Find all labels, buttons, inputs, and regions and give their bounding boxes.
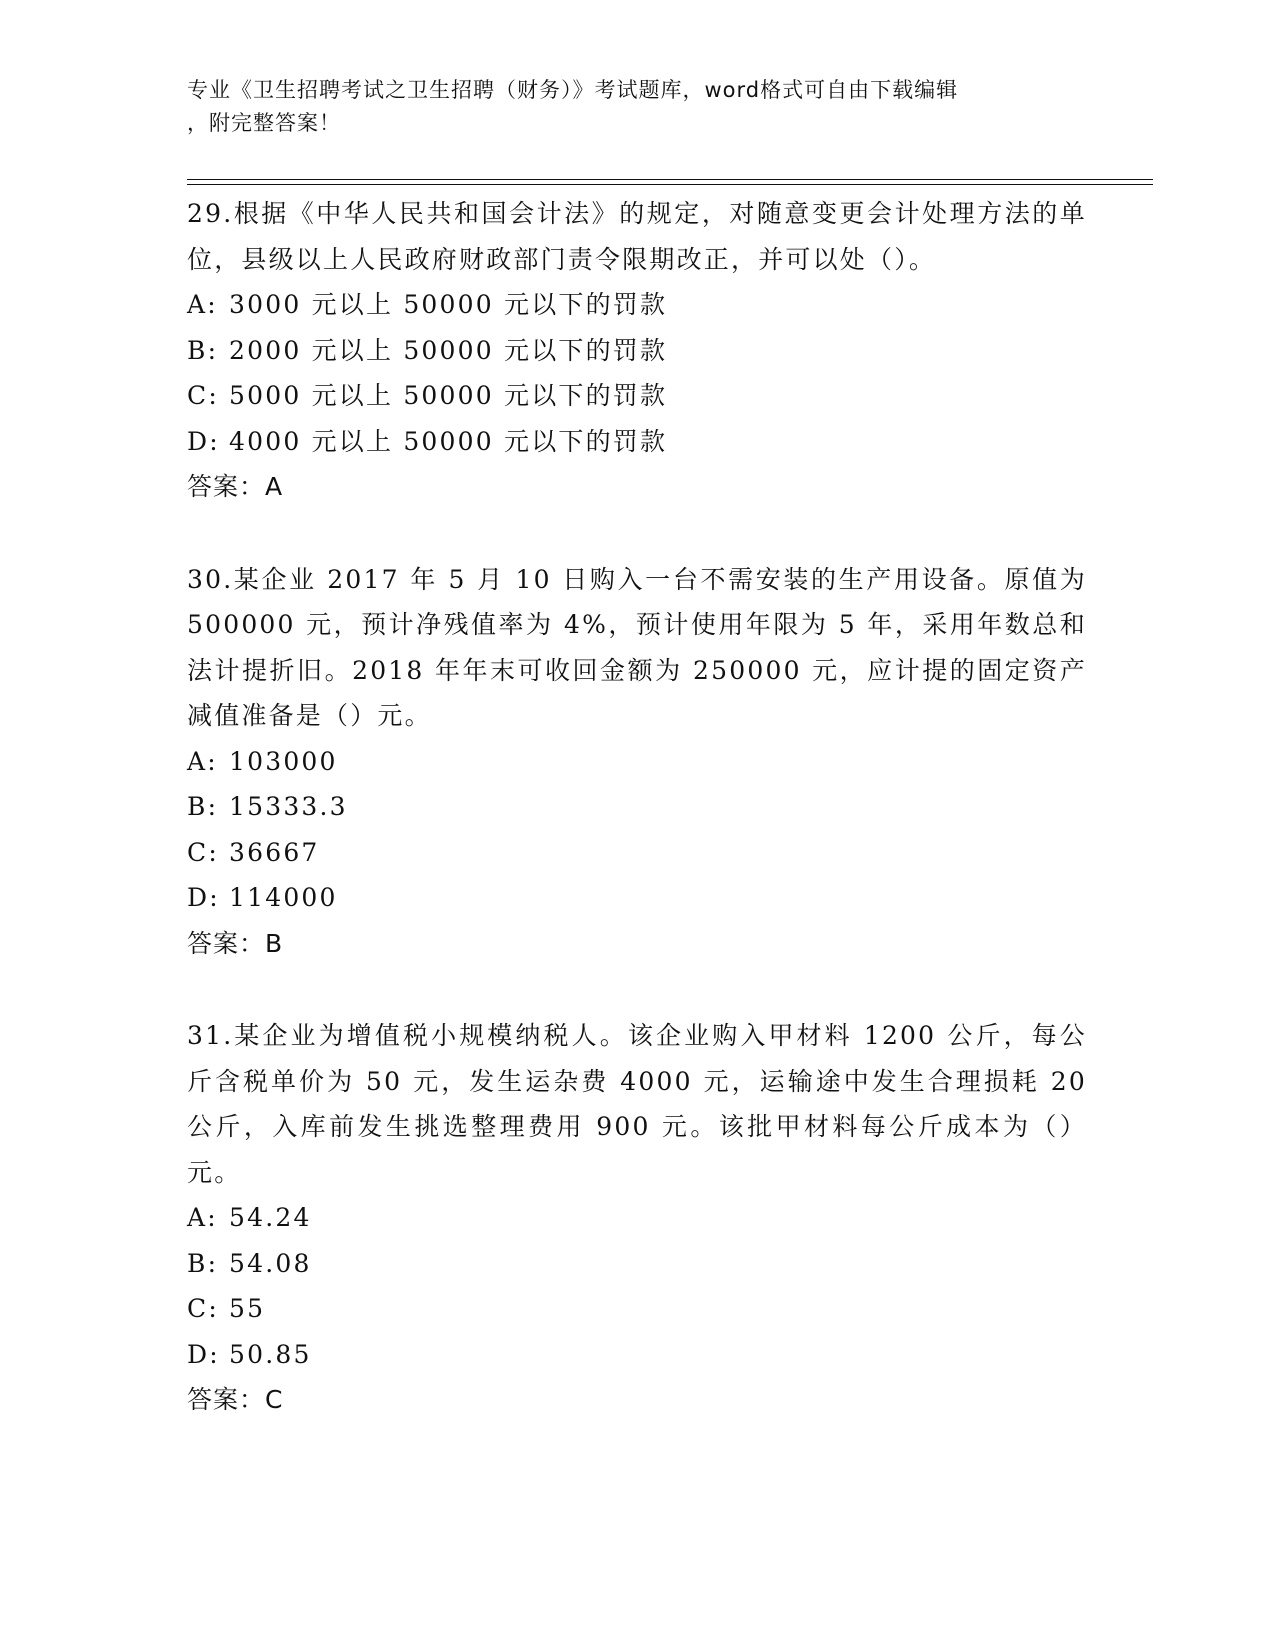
option-key: C:: [187, 1294, 219, 1323]
option-text: 103000: [229, 746, 338, 776]
option-text: 50.85: [229, 1339, 312, 1369]
answer-line: 答案：C: [187, 1385, 284, 1414]
option-key: D:: [187, 883, 220, 912]
option-text: 55: [229, 1294, 266, 1323]
question-stem: 31.某企业为增值税小规模纳税人。该企业购入甲材料 1200 公斤，每公斤含税单价为 50 元，发生运杂费 4000 元，运输途中发生合理损耗 20 公斤，入库前发生挑选整理费用 900 元。该批甲材料每公斤成本为（）元。: [187, 1021, 1087, 1187]
question-31: [187, 1012, 1087, 1423]
document-header: [187, 74, 1087, 140]
option-c: [187, 373, 1087, 419]
option-key: B:: [187, 792, 219, 821]
option-text: 5000 元以上 50000 元以下的罚款: [229, 381, 668, 410]
option-key: B:: [187, 335, 219, 365]
header-line-1: 专业《卫生招聘考试之卫生招聘（财务）》考试题库，word格式可自由下载编辑: [187, 78, 959, 102]
question-29: [187, 190, 1087, 510]
option-c: [187, 1286, 1087, 1332]
question-stem: 30.某企业 2017 年 5 月 10 日购入一台不需安装的生产用设备。原值为 500000 元，预计净残值率为 4%，预计使用年限为 5 年，采用年数总和法计提折旧。2018 年年末可收回金额为 250000 元，应计提的固定资产减值准备是（）元。: [187, 564, 1087, 730]
option-text: 15333.3: [229, 792, 348, 821]
option-key: C:: [187, 381, 219, 410]
question-stem: 29.根据《中华人民共和国会计法》的规定，对随意变更会计处理方法的单位，县级以上人民政府财政部门责令限期改正，并可以处（）。: [187, 199, 1087, 274]
option-a: [187, 282, 1087, 328]
option-key: A:: [187, 290, 218, 319]
option-d: [187, 419, 1087, 465]
option-key: B:: [187, 1248, 219, 1278]
option-c: [187, 830, 1087, 876]
option-b: [187, 1241, 1087, 1287]
header-divider-top: [187, 179, 1153, 180]
option-key: D:: [187, 426, 220, 456]
option-b: [187, 784, 1087, 830]
option-a: [187, 1195, 1087, 1241]
option-text: 54.08: [229, 1248, 312, 1278]
option-key: A:: [187, 746, 218, 776]
option-text: 54.24: [229, 1203, 312, 1232]
option-key: C:: [187, 837, 219, 867]
header-divider-bottom: [187, 184, 1153, 185]
option-d: [187, 1332, 1087, 1378]
option-d: [187, 875, 1087, 921]
option-text: 36667: [229, 837, 320, 867]
question-30: [187, 556, 1087, 967]
option-text: 114000: [229, 883, 338, 912]
answer-line: 答案：A: [187, 472, 284, 501]
option-text: 4000 元以上 50000 元以下的罚款: [229, 426, 668, 456]
question-list: [187, 190, 1087, 1469]
option-text: 2000 元以上 50000 元以下的罚款: [229, 335, 668, 365]
option-b: [187, 328, 1087, 374]
header-line-2: ，附完整答案！: [187, 111, 341, 135]
answer-line: 答案：B: [187, 928, 284, 958]
option-key: D:: [187, 1339, 220, 1369]
option-text: 3000 元以上 50000 元以下的罚款: [229, 290, 668, 319]
option-key: A:: [187, 1203, 218, 1232]
option-a: [187, 739, 1087, 785]
